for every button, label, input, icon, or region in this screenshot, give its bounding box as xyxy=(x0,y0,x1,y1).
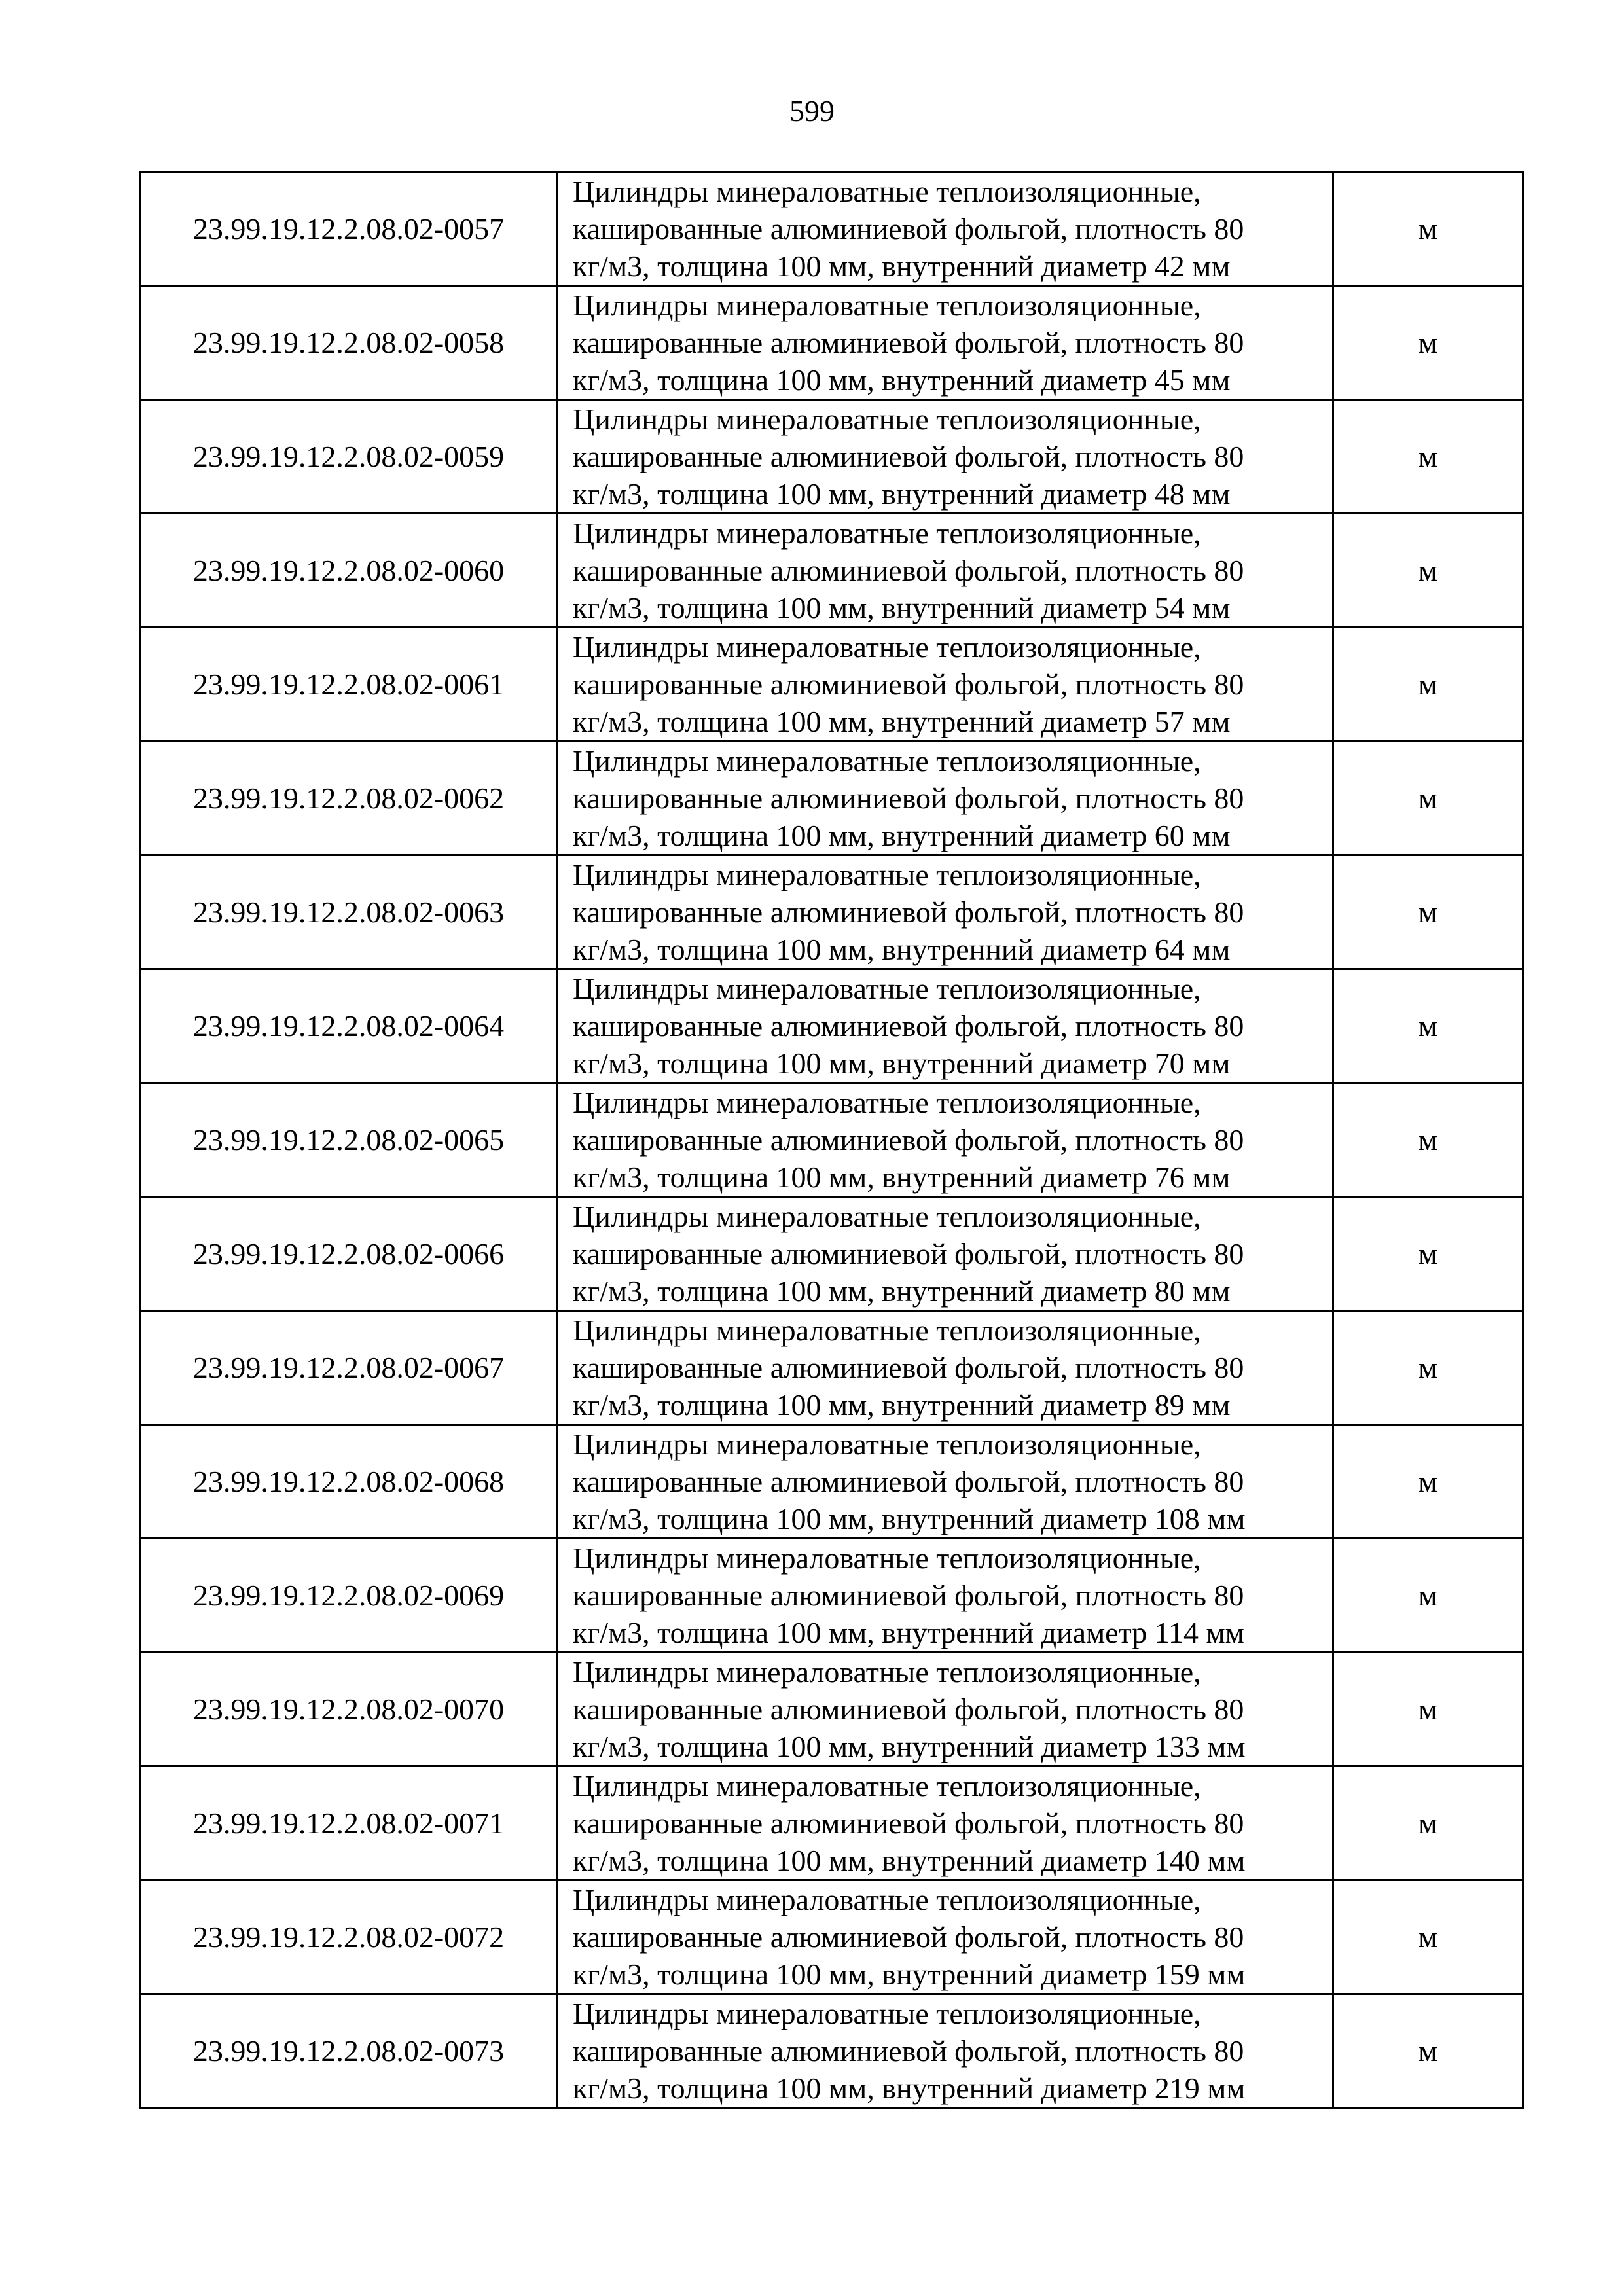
material-description xyxy=(558,1311,1333,1425)
unit-of-measure: м xyxy=(1333,172,1523,286)
description-line: кг/м3, толщина 100 мм, внутренний диаметр 219 мм xyxy=(573,2072,1246,2105)
material-description xyxy=(558,286,1333,400)
material-code: 23.99.19.12.2.08.02-0058 xyxy=(140,286,558,400)
table-row xyxy=(140,1083,1523,1197)
description-line: кг/м3, толщина 100 мм, внутренний диаметр 54 мм xyxy=(573,591,1231,624)
description-line: кг/м3, толщина 100 мм, внутренний диаметр 45 мм xyxy=(573,363,1231,397)
description-line: кашированные алюминиевой фольгой, плотность 80 xyxy=(573,1806,1244,1840)
material-description xyxy=(558,400,1333,514)
table-row xyxy=(140,400,1523,514)
unit-of-measure: м xyxy=(1333,1197,1523,1311)
description-line: кг/м3, толщина 100 мм, внутренний диаметр 140 мм xyxy=(573,1844,1246,1877)
description-line: Цилиндры минераловатные теплоизоляционные, xyxy=(573,1086,1201,1119)
description-line: кашированные алюминиевой фольгой, плотность 80 xyxy=(573,440,1244,473)
table-row xyxy=(140,172,1523,286)
description-line: кг/м3, толщина 100 мм, внутренний диаметр 60 мм xyxy=(573,819,1231,852)
description-line: Цилиндры минераловатные теплоизоляционные, xyxy=(573,403,1201,436)
description-line: Цилиндры минераловатные теплоизоляционные, xyxy=(573,1427,1201,1461)
material-description xyxy=(558,1083,1333,1197)
unit-of-measure: м xyxy=(1333,1425,1523,1539)
unit-of-measure: м xyxy=(1333,514,1523,628)
description-line: кг/м3, толщина 100 мм, внутренний диаметр 42 мм xyxy=(573,249,1231,283)
description-line: кашированные алюминиевой фольгой, плотность 80 xyxy=(573,212,1244,245)
description-line: кашированные алюминиевой фольгой, плотность 80 xyxy=(573,895,1244,929)
material-description xyxy=(558,1425,1333,1539)
material-description xyxy=(558,1767,1333,1880)
description-line: кашированные алюминиевой фольгой, плотность 80 xyxy=(573,668,1244,701)
unit-of-measure: м xyxy=(1333,1767,1523,1880)
table-row xyxy=(140,1880,1523,1994)
unit-of-measure: м xyxy=(1333,1994,1523,2108)
material-description xyxy=(558,628,1333,742)
description-line: кашированные алюминиевой фольгой, плотность 80 xyxy=(573,1693,1244,1726)
description-line: кг/м3, толщина 100 мм, внутренний диаметр 57 мм xyxy=(573,705,1231,738)
description-line: кг/м3, толщина 100 мм, внутренний диаметр 64 мм xyxy=(573,933,1231,966)
table-row xyxy=(140,1311,1523,1425)
description-line: Цилиндры минераловатные теплоизоляционные, xyxy=(573,1883,1201,1916)
material-description xyxy=(558,1653,1333,1767)
material-code: 23.99.19.12.2.08.02-0063 xyxy=(140,855,558,969)
description-line: кашированные алюминиевой фольгой, плотность 80 xyxy=(573,1237,1244,1270)
unit-of-measure: м xyxy=(1333,742,1523,855)
table-row xyxy=(140,1994,1523,2108)
table-row xyxy=(140,514,1523,628)
material-description xyxy=(558,742,1333,855)
material-code: 23.99.19.12.2.08.02-0065 xyxy=(140,1083,558,1197)
description-line: Цилиндры минераловатные теплоизоляционные, xyxy=(573,1655,1201,1689)
material-code: 23.99.19.12.2.08.02-0057 xyxy=(140,172,558,286)
page-number: 599 xyxy=(789,94,835,128)
description-line: Цилиндры минераловатные теплоизоляционные, xyxy=(573,744,1201,778)
table-row xyxy=(140,1539,1523,1653)
unit-of-measure: м xyxy=(1333,400,1523,514)
unit-of-measure: м xyxy=(1333,628,1523,742)
description-line: Цилиндры минераловатные теплоизоляционные, xyxy=(573,516,1201,550)
description-line: кг/м3, толщина 100 мм, внутренний диаметр 70 мм xyxy=(573,1047,1231,1080)
unit-of-measure: м xyxy=(1333,286,1523,400)
description-line: кашированные алюминиевой фольгой, плотность 80 xyxy=(573,554,1244,587)
description-line: кг/м3, толщина 100 мм, внутренний диаметр 133 мм xyxy=(573,1730,1246,1763)
material-description xyxy=(558,855,1333,969)
description-line: кашированные алюминиевой фольгой, плотность 80 xyxy=(573,1465,1244,1498)
description-line: кашированные алюминиевой фольгой, плотность 80 xyxy=(573,1351,1244,1384)
unit-of-measure: м xyxy=(1333,855,1523,969)
material-catalog-table xyxy=(139,171,1524,2109)
description-line: кашированные алюминиевой фольгой, плотность 80 xyxy=(573,1009,1244,1043)
material-code: 23.99.19.12.2.08.02-0066 xyxy=(140,1197,558,1311)
material-description xyxy=(558,1539,1333,1653)
material-code: 23.99.19.12.2.08.02-0073 xyxy=(140,1994,558,2108)
description-line: кашированные алюминиевой фольгой, плотность 80 xyxy=(573,1579,1244,1612)
material-code: 23.99.19.12.2.08.02-0064 xyxy=(140,969,558,1083)
description-line: кашированные алюминиевой фольгой, плотность 80 xyxy=(573,2034,1244,2068)
description-line: Цилиндры минераловатные теплоизоляционные, xyxy=(573,1541,1201,1575)
material-code: 23.99.19.12.2.08.02-0060 xyxy=(140,514,558,628)
material-code: 23.99.19.12.2.08.02-0070 xyxy=(140,1653,558,1767)
unit-of-measure: м xyxy=(1333,1880,1523,1994)
description-line: кашированные алюминиевой фольгой, плотность 80 xyxy=(573,1920,1244,1954)
table-row xyxy=(140,855,1523,969)
material-code: 23.99.19.12.2.08.02-0067 xyxy=(140,1311,558,1425)
unit-of-measure: м xyxy=(1333,1083,1523,1197)
description-line: кг/м3, толщина 100 мм, внутренний диаметр 80 мм xyxy=(573,1274,1231,1308)
description-line: Цилиндры минераловатные теплоизоляционные, xyxy=(573,1200,1201,1233)
material-code: 23.99.19.12.2.08.02-0071 xyxy=(140,1767,558,1880)
unit-of-measure: м xyxy=(1333,1539,1523,1653)
description-line: кг/м3, толщина 100 мм, внутренний диаметр 114 мм xyxy=(573,1616,1244,1649)
description-line: кашированные алюминиевой фольгой, плотность 80 xyxy=(573,326,1244,359)
material-description xyxy=(558,514,1333,628)
table-row xyxy=(140,969,1523,1083)
material-description xyxy=(558,172,1333,286)
table-row xyxy=(140,286,1523,400)
description-line: Цилиндры минераловатные теплоизоляционные, xyxy=(573,972,1201,1005)
table-body xyxy=(140,172,1523,2108)
unit-of-measure: м xyxy=(1333,1653,1523,1767)
description-line: кг/м3, толщина 100 мм, внутренний диаметр 89 мм xyxy=(573,1388,1231,1422)
description-line: Цилиндры минераловатные теплоизоляционные, xyxy=(573,858,1201,891)
material-code: 23.99.19.12.2.08.02-0061 xyxy=(140,628,558,742)
table-row xyxy=(140,1653,1523,1767)
description-line: кашированные алюминиевой фольгой, плотность 80 xyxy=(573,1123,1244,1157)
description-line: Цилиндры минераловатные теплоизоляционные, xyxy=(573,1314,1201,1347)
unit-of-measure: м xyxy=(1333,969,1523,1083)
unit-of-measure: м xyxy=(1333,1311,1523,1425)
material-code: 23.99.19.12.2.08.02-0072 xyxy=(140,1880,558,1994)
material-code: 23.99.19.12.2.08.02-0059 xyxy=(140,400,558,514)
description-line: кг/м3, толщина 100 мм, внутренний диаметр 108 мм xyxy=(573,1502,1246,1535)
material-code: 23.99.19.12.2.08.02-0062 xyxy=(140,742,558,855)
description-line: Цилиндры минераловатные теплоизоляционные, xyxy=(573,630,1201,664)
material-description xyxy=(558,1994,1333,2108)
material-code: 23.99.19.12.2.08.02-0069 xyxy=(140,1539,558,1653)
table-row xyxy=(140,628,1523,742)
material-description xyxy=(558,1880,1333,1994)
table-row xyxy=(140,1197,1523,1311)
description-line: кашированные алюминиевой фольгой, плотность 80 xyxy=(573,781,1244,815)
description-line: Цилиндры минераловатные теплоизоляционные, xyxy=(573,289,1201,322)
table-row xyxy=(140,1767,1523,1880)
description-line: Цилиндры минераловатные теплоизоляционные, xyxy=(573,1769,1201,1803)
table-row xyxy=(140,742,1523,855)
material-code: 23.99.19.12.2.08.02-0068 xyxy=(140,1425,558,1539)
description-line: кг/м3, толщина 100 мм, внутренний диаметр 159 мм xyxy=(573,1958,1246,1991)
description-line: кг/м3, толщина 100 мм, внутренний диаметр 76 мм xyxy=(573,1160,1231,1194)
material-description xyxy=(558,1197,1333,1311)
description-line: Цилиндры минераловатные теплоизоляционные, xyxy=(573,1997,1201,2030)
description-line: Цилиндры минераловатные теплоизоляционные, xyxy=(573,175,1201,208)
table-row xyxy=(140,1425,1523,1539)
description-line: кг/м3, толщина 100 мм, внутренний диаметр 48 мм xyxy=(573,477,1231,511)
material-description xyxy=(558,969,1333,1083)
